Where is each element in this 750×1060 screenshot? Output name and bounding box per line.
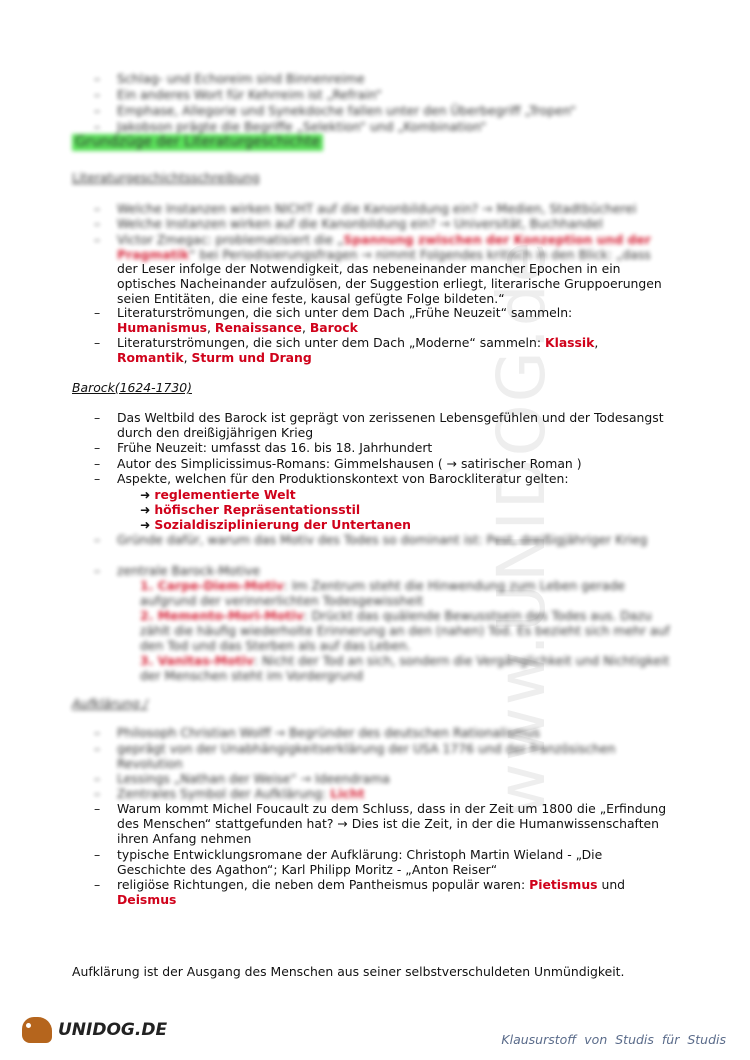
list-item: Ein anderes Wort für Kehrreim ist „Refrain“ — [117, 87, 383, 102]
bullet-dash: – — [94, 532, 101, 547]
subheading: Literaturgeschichtsschreibung — [72, 170, 260, 185]
list-item-cont: ihren Anfang nehmen — [117, 831, 252, 846]
highlight-text: 1. Carpe-Diem-Motiv — [140, 578, 284, 593]
list-item: Frühe Neuzeit: umfasst das 16. bis 18. Jahrhundert — [117, 440, 433, 455]
motif-item-cont: aufgrund der verinnerlichten Todesgewissheit — [140, 593, 424, 608]
sub-list-item — [140, 502, 360, 517]
motif-item-cont: zählt die häufig wiederholte Erinnerung an den (nahen) Tod. Es bezieht sich mehr auf — [140, 623, 670, 638]
highlight-text: Barock — [309, 320, 358, 335]
watermark: www.UNIDOG.de — [482, 239, 560, 818]
bullet-dash: – — [94, 335, 101, 350]
section-heading: Barock(1624-1730) — [72, 380, 192, 395]
sub-list-item — [140, 517, 411, 532]
list-item: Emphase, Allegorie und Synekdoche fallen unter den Überbegriff „Tropen“ — [117, 103, 577, 118]
bullet-dash: – — [94, 471, 101, 486]
list-item-cont — [117, 320, 358, 335]
text-line: seien Entitäten, die eine feste, kausal gefügte Folge bildeten.“ — [117, 291, 505, 306]
bullet-dash: – — [94, 725, 101, 740]
list-item: Schlag- und Echoreim sind Binnenreime — [117, 71, 365, 86]
highlight-text: 3. Vanitas-Motiv — [140, 653, 254, 668]
bullet-dash: – — [94, 201, 101, 216]
list-item — [117, 786, 365, 801]
highlight-text: Pietismus — [529, 877, 598, 892]
arrow-icon: ➜ — [140, 487, 151, 502]
list-item-cont: des Menschen“ stattgefunden hat? → Dies ist die Zeit, in der die Humanwissenschaften — [117, 816, 660, 831]
list-item — [117, 335, 598, 350]
bullet-dash: – — [94, 847, 101, 862]
list-item — [117, 877, 625, 892]
text: : Nicht der Tod an sich, sondern die Vergänglichkeit und Nichtigkeit — [253, 653, 670, 668]
list-item: Gründe dafür, warum das Motiv des Todes so dominant ist: Pest, dreißigjähriger Krieg — [117, 532, 648, 547]
arrow-icon: ➜ — [140, 517, 151, 532]
list-item: Aspekte, welchen für den Produktionskontext von Barockliteratur gelten: — [117, 471, 569, 486]
separator: , — [183, 350, 192, 365]
section-heading: Grundzüge der Literaturgeschichte — [72, 134, 323, 151]
motif-item — [140, 608, 652, 623]
bullet-dash: – — [94, 216, 101, 231]
list-item — [117, 232, 651, 247]
bullet-dash: – — [94, 877, 101, 892]
bullet-dash: – — [94, 771, 101, 786]
text: : Drückt das quälende Bewusstsein des Todes aus. Dazu — [303, 608, 652, 623]
text: : Im Zentrum steht die Hinwendung zum Leben gerade — [283, 578, 625, 593]
bullet-dash: – — [94, 410, 101, 425]
separator: , — [594, 335, 599, 350]
highlight-text: höfischer Repräsentationsstil — [154, 502, 361, 517]
highlight-text: Pragmatik — [117, 247, 190, 262]
highlight-text: Deismus — [117, 892, 177, 907]
separator: , — [207, 320, 215, 335]
text: religiöse Richtungen, die neben dem Pantheismus populär waren: — [117, 877, 530, 892]
text: Zentrales Symbol der Aufklärung: — [117, 786, 331, 801]
highlight-text: Spannung zwischen der Konzeption und der — [343, 232, 651, 247]
footer-slogan: Klausurstoff von Studis für Studis — [501, 1032, 726, 1047]
closing-quote: Aufklärung ist der Ausgang des Menschen aus seiner selbstverschuldeten Unmündigkeit. — [72, 964, 625, 979]
highlight-text: reglementierte Welt — [154, 487, 296, 502]
bullet-dash: – — [94, 119, 101, 134]
bullet-dash: – — [94, 440, 101, 455]
text: und — [597, 877, 626, 892]
bullet-dash: – — [94, 232, 101, 247]
bullet-dash: – — [94, 741, 101, 756]
list-item: Jakobson prägte die Begriffe „Selektion“ und „Kombination“ — [117, 119, 487, 134]
list-item: Das Weltbild des Barock ist geprägt von zerissenen Lebensgefühlen und der Todesangst — [117, 410, 664, 425]
bullet-dash: – — [94, 563, 101, 578]
list-item: geprägt von der Unabhängigkeitserklärung der USA 1776 und der französischen — [117, 741, 616, 756]
list-item: Welche Instanzen wirken NICHT auf die Kanonbildung ein? → Medien, Stadtbücherei — [117, 201, 637, 216]
bullet-dash: – — [94, 103, 101, 118]
text-line: optisches Nacheinander aufzulösen, der Suggestion erliegt, literarische Gruppoerungen — [117, 276, 662, 291]
list-item-cont — [117, 892, 176, 907]
bullet-dash: – — [94, 305, 101, 320]
list-item: Philosoph Christian Wolff → Begründer des deutschen Rationalismus — [117, 725, 540, 740]
highlight-text: Romantik — [117, 350, 184, 365]
list-item-cont: durch den dreißigjährigen Krieg — [117, 425, 314, 440]
list-item: Lessings „Nathan der Weise“ → Ideendrama — [117, 771, 390, 786]
motif-item — [140, 653, 669, 668]
motif-item-cont: der Menschen steht im Vordergrund — [140, 668, 364, 683]
separator: , — [301, 320, 310, 335]
list-item: Welche Instanzen wirken auf die Kanonbildung ein? → Universität, Buchhandel — [117, 216, 603, 231]
section-heading: Aufklärung / — [72, 696, 148, 711]
bullet-dash: – — [94, 456, 101, 471]
list-item-cont: Geschichte des Agathon“; Karl Philipp Moritz - „Anton Reiser“ — [117, 862, 498, 877]
text: Victor Zmegac: problematisiert die „ — [117, 232, 344, 247]
list-item: Literaturströmungen, die sich unter dem Dach „Frühe Neuzeit“ sammeln: — [117, 305, 573, 320]
text-line: der Leser infolge der Notwendigkeit, das nebeneinander mancher Epochen in ein — [117, 261, 621, 276]
dog-logo-icon — [22, 1017, 52, 1043]
list-item-cont — [117, 247, 651, 262]
motif-item-cont: den Tod und das Sterben als auf das Leben. — [140, 638, 411, 653]
highlight-text: Renaissance — [214, 320, 302, 335]
bullet-dash: – — [94, 87, 101, 102]
bullet-dash: – — [94, 71, 101, 86]
bullet-dash: – — [94, 801, 101, 816]
motif-item — [140, 578, 625, 593]
highlight-text: Sturm und Drang — [191, 350, 312, 365]
arrow-icon: ➜ — [140, 502, 151, 517]
list-item: typische Entwicklungsromane der Aufklärung: Christoph Martin Wieland - „Die — [117, 847, 603, 862]
text: Literaturströmungen, die sich unter dem Dach „Moderne“ sammeln: — [117, 335, 545, 350]
list-item: zentrale Barock-Motive — [117, 563, 261, 578]
bullet-dash: – — [94, 786, 101, 801]
highlight-text: 2. Memento-Mori-Motiv — [140, 608, 304, 623]
list-item-cont: Revolution — [117, 756, 183, 771]
highlight-text: Klassik — [544, 335, 595, 350]
list-item-cont — [117, 350, 312, 365]
list-item: Autor des Simplicissimus-Romans: Gimmelshausen ( → satirischer Roman ) — [117, 456, 582, 471]
highlight-text: Sozialdisziplinierung der Untertanen — [154, 517, 411, 532]
sub-list-item — [140, 487, 296, 502]
list-item: Warum kommt Michel Foucault zu dem Schluss, dass in der Zeit um 1800 die „Erfindung — [117, 801, 667, 816]
footer-logo[interactable] — [22, 1017, 167, 1043]
highlight-text: Licht — [330, 786, 365, 801]
text: “ bei Periodisierungsfragen → nimmt Folgendes kritisch in den Blick: „dass — [189, 247, 651, 262]
highlight-text: Humanismus — [117, 320, 208, 335]
logo-text: UNIDOG.DE — [58, 1020, 168, 1040]
